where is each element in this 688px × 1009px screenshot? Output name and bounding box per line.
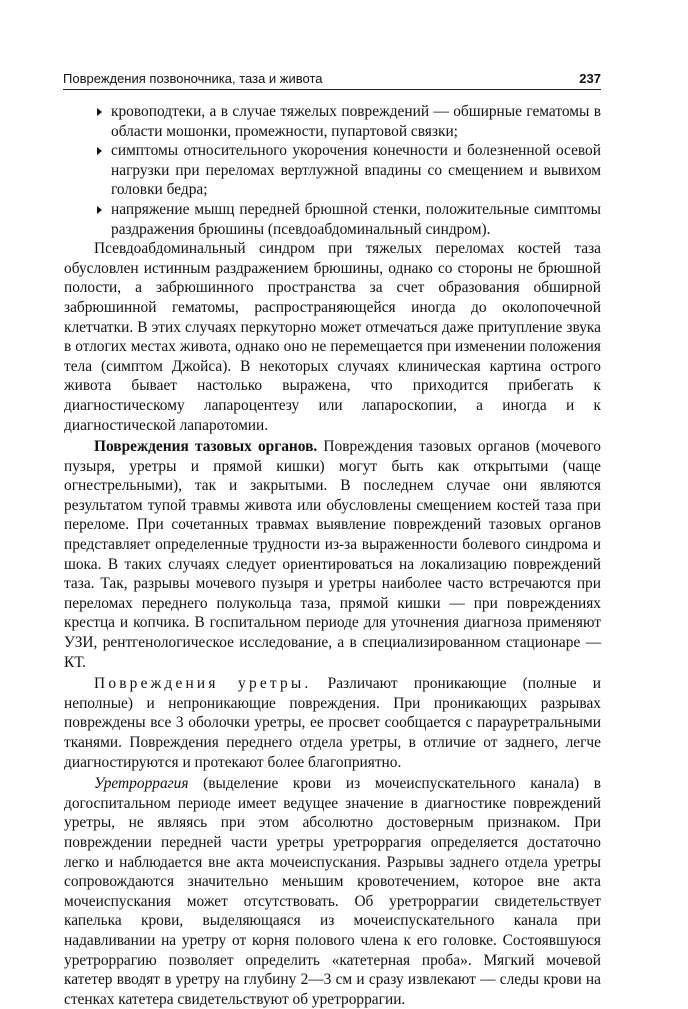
paragraph-pseudoabdominal [64,239,601,435]
section-heading-urethra: Повреждения уретры. [94,675,312,693]
paragraph-urethrorrhagia [64,774,601,1009]
list-item [94,102,601,141]
symptom-list [94,102,601,239]
page-number: 237 [579,71,601,86]
paragraph-text: Различают проникающие (полные и неполные) и непроникающие повреждения. При проникающих разрывах повреждены все 3 оболочки уретры, ее просвет сообщается с парауретральными тканями. Повреждения переднего отдела уретры, в отличие от заднего, легче диагностируются и протекают более благоприятно. [64,675,601,771]
triangle-bullet-icon [97,147,102,155]
triangle-bullet-icon [97,108,102,116]
section-heading-pelvic-organs: Повреждения тазовых органов. [94,438,318,456]
list-item-text: кровоподтеки, а в случае тяжелых повреждений — обширные гематомы в области мошонки, промежности, пупартовой связки; [111,103,601,140]
paragraph-urethra [64,674,601,772]
list-item [94,141,601,200]
list-item-text: симптомы относительного укорочения конечности и болезненной осевой нагрузки при переломах вертлужной впадины со смещением и вывихом головки бедра; [111,142,601,199]
list-item-text: напряжение мышц передней брюшной стенки, положительные симптомы раздражения брюшины (псевдоабдоминальный синдром). [111,200,601,238]
body-text [64,102,602,1009]
paragraph-text: Повреждения тазовых органов (мочевого пузыря, уретры и прямой кишки) могут быть как открытыми (чаще огнестрельными), так и закрытыми. В последнем случае они являются результатом тупой травмы живота или обусловлены смещением костей таза при переломе. При сочетанных травмах выявление повреждений тазовых органов представляет определенные трудности из-за выраженности болевого синдрома и шока. В таких случаях следует ориентироваться на локализацию повреждений таза. Так, разрывы мочевого пузыря и уретры наиболее часто встречаются при переломах переднего полукольца таза, прямой кишки — при повреждениях крестца и копчика. В госпитальном периоде для уточнения диагноза применяют УЗИ, рентгенологическое исследование, а в специализированном стационаре — КТ. [64,438,602,671]
chapter-title: Повреждения позвоночника, таза и живота [63,71,323,86]
list-item [94,200,601,239]
running-header [63,70,601,90]
term-urethrorrhagia: Уретроррагия [94,775,189,793]
triangle-bullet-icon [97,206,102,214]
paragraph-pelvic-organs [64,437,601,672]
paragraph-text: Псевдоабдоминальный синдром при тяжелых переломах костей таза обусловлен истинным раздражением брюшины, однако со стороны не брюшной полости, а забрюшинного пространства за счет образования обширной забрюшинной гематомы, распространяющейся иногда до околопочечной клетчатки. В этих случаях перкуторно может отмечаться даже притупление звука в отлогих местах живота, однако оно не перемещается при изменении положения тела (симптом Джойса). В некоторых случаях клиническая картина острого живота бывает настолько выражена, что приходится прибегать к диагностическому лапароцентезу или лапароскопии, а иногда и к диагностической лапаротомии. [64,240,601,434]
paragraph-text: (выделение крови из мочеиспускательного канала) в догоспитальном периоде имеет ведущее значение в диагностике повреждений уретры, не являясь при этом абсолютно достоверным признаком. При повреждении передней части уретры уретроррагия определяется достаточно легко и наблюдается вне акта мочеиспускания. Разрывы заднего отдела уретры сопровождаются значительно меньшим кровотечением, которое вне акта мочеиспускания может отсутствовать. Об уретроррагии свидетельствует капелька крови, выделяющаяся из мочеиспускательного канала при надавливании на уретру от корня полового члена к его головке. Состоявшуюся уретроррагию позволяет определить «катетерная проба». Мягкий мочевой катетер вводят в уретру на глубину 2—3 см и сразу извлекают — следы крови на стенках катетера свидетельствуют об уретроррагии. [64,775,601,1008]
